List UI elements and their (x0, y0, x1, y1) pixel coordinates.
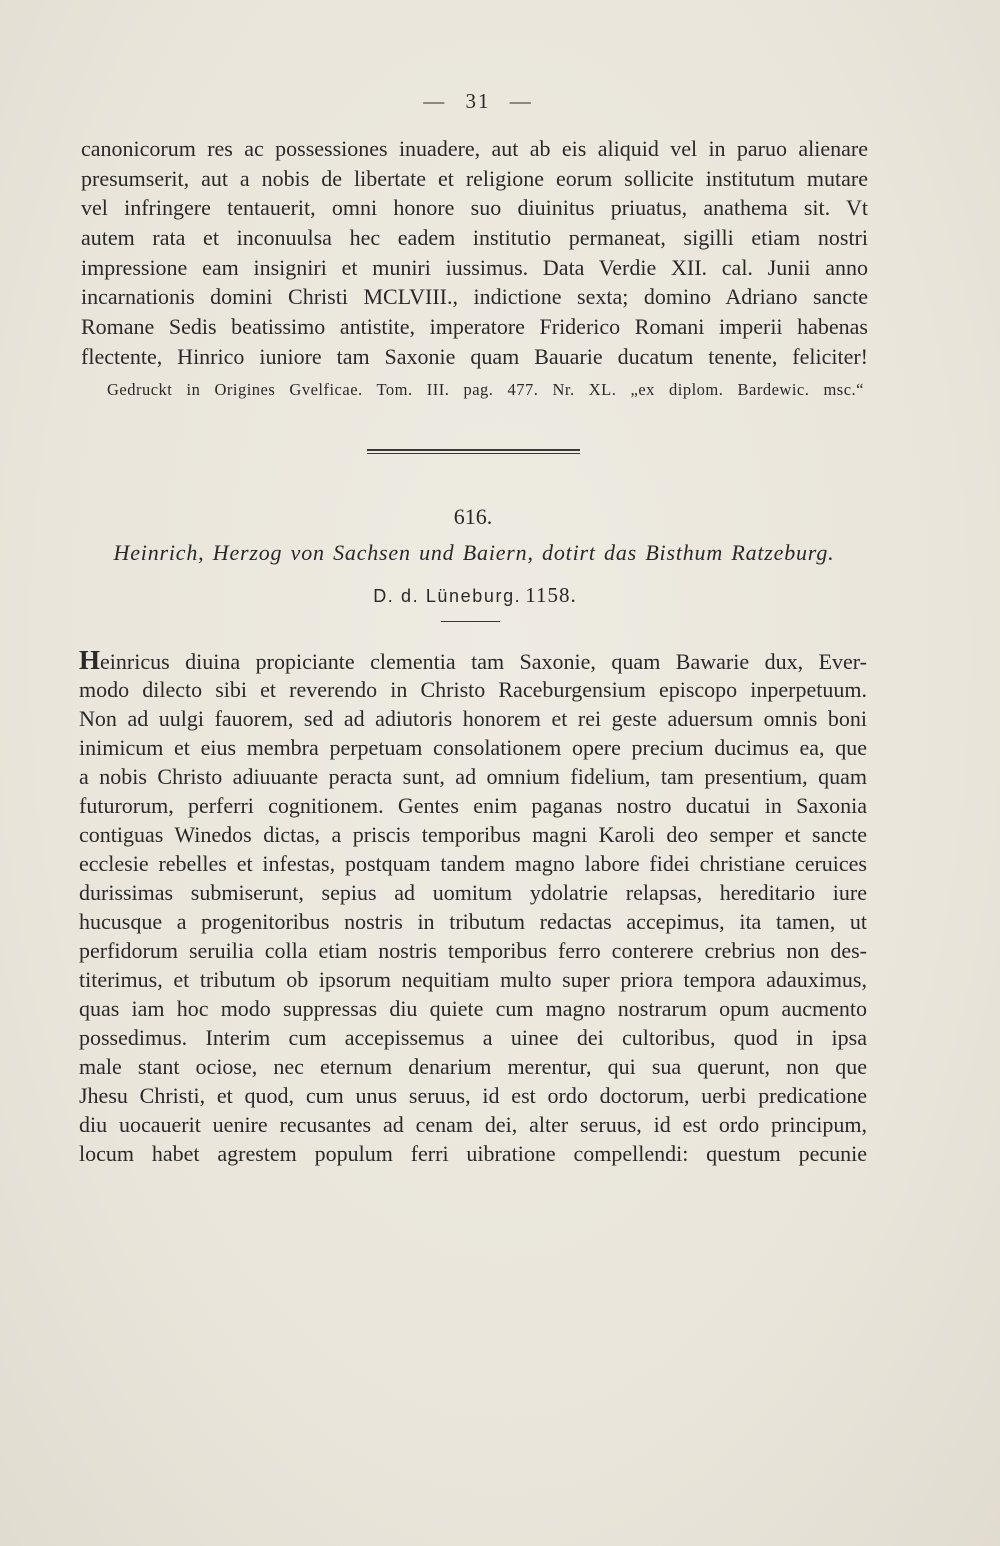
text-line: durissimas submiserunt, sepius ad uomitum ydolatrie relapsas, hereditario iure (79, 880, 867, 905)
text-line: inimicum et eius membra perpetuam consolationem opere precium ducimus ea, que (79, 735, 867, 760)
charter-place: D. d. Lüneburg. (373, 586, 522, 606)
text-line: titerimus, et tributum ob ipsorum nequitiam multo super priora tempora adauximus, (79, 967, 867, 992)
charter-year: 1158. (525, 583, 577, 607)
text-line: male stant ociose, nec eternum denarium merentur, qui sua querunt, non que (79, 1054, 867, 1079)
charter-number: 616. (453, 504, 493, 529)
text-line: hucusque a progenitoribus nostris in tributum redactas accepimus, ita tamen, ut (79, 909, 867, 934)
text-line: a nobis Christo adiuuante peracta sunt, ad omnium fidelium, tam presentium, quam (79, 764, 867, 789)
continued-charter-text (81, 134, 868, 372)
text-line-with-initial: Heinricus diuina propiciante clementia tam Saxonie, quam Bawarie dux, Ever- (79, 645, 867, 675)
text-line: diu uocauerit uenire recusantes ad cenam dei, alter seruus, id est ordo principum, (79, 1112, 867, 1137)
text-line: modo dilecto sibi et reverendo in Christo Raceburgensium episcopo inperpetuum. (79, 677, 867, 702)
text-line: presumserit, aut a nobis de libertate et religione eorum sollicite institutum mutare (81, 165, 868, 191)
charter-dateline (275, 581, 675, 612)
text-line: Non ad uulgi fauorem, sed ad adiutoris honorem et rei geste aduersum omnis boni (79, 706, 867, 731)
text-line: ecclesie rebelles et infestas, postquam tandem magno labore fidei christiane ceruices (79, 851, 867, 876)
text-line: canonicorum res ac possessiones inuadere, aut ab eis aliquid vel in paruo alienare (81, 136, 868, 161)
text-line: futurorum, perferri cognitionem. Gentes enim paganas nostro ducatui in Saxonia (79, 793, 867, 818)
text-line: autem rata et inconuulsa hec eadem institutio permaneat, sigilli etiam nostri (81, 225, 868, 251)
text-line: quas iam hoc modo suppressas diu quiete cum magno nostrarum opum aucmento (79, 996, 867, 1021)
section-divider-rule (367, 449, 580, 454)
text-line: incarnationis domini Christi MCLVIII., indictione sexta; domino Adriano sancte (81, 284, 868, 310)
text-line: possedimus. Interim cum accepissemus a uinee dei cultoribus, quod in ipsa (79, 1025, 867, 1050)
text-line: Romane Sedis beatissimo antistite, imperatore Friderico Romani imperii habenas (81, 314, 868, 340)
text-line: perfidorum seruilia colla etiam nostris temporibus ferro conterere crebrius non des- (79, 938, 867, 963)
charter-heading: Heinrich, Herzog von Sachsen und Baiern, dotirt das Bisthum Ratzeburg. (113, 540, 835, 565)
page-number: — 31 — (423, 89, 533, 113)
text-line: locum habet agrestem populum ferri uibratione compellendi: questum pecunie (79, 1141, 867, 1166)
charter-text (79, 646, 867, 1168)
print-source-note: Gedruckt in Origines Gvelficae. Tom. III. pag. 477. Nr. XL. „ex diplom. Bardewic. msc.“ (107, 380, 864, 399)
short-divider-rule (441, 621, 500, 622)
text-line: contiguas Winedos dictas, a priscis temporibus magni Karoli deo semper et sancte (79, 822, 867, 847)
text-line: flectente, Hinrico iuniore tam Saxonie quam Bauarie ducatum tenente, feliciter! (81, 343, 868, 369)
text-line: Jhesu Christi, et quod, cum unus seruus, id est ordo doctorum, uerbi predicatione (79, 1083, 867, 1108)
text-line: impressione eam insigniri et muniri iussimus. Data Verdie XII. cal. Junii anno (81, 254, 868, 280)
text-line: vel infringere tentauerit, omni honore suo diuinitus priuatus, anathema sit. Vt (81, 195, 868, 221)
